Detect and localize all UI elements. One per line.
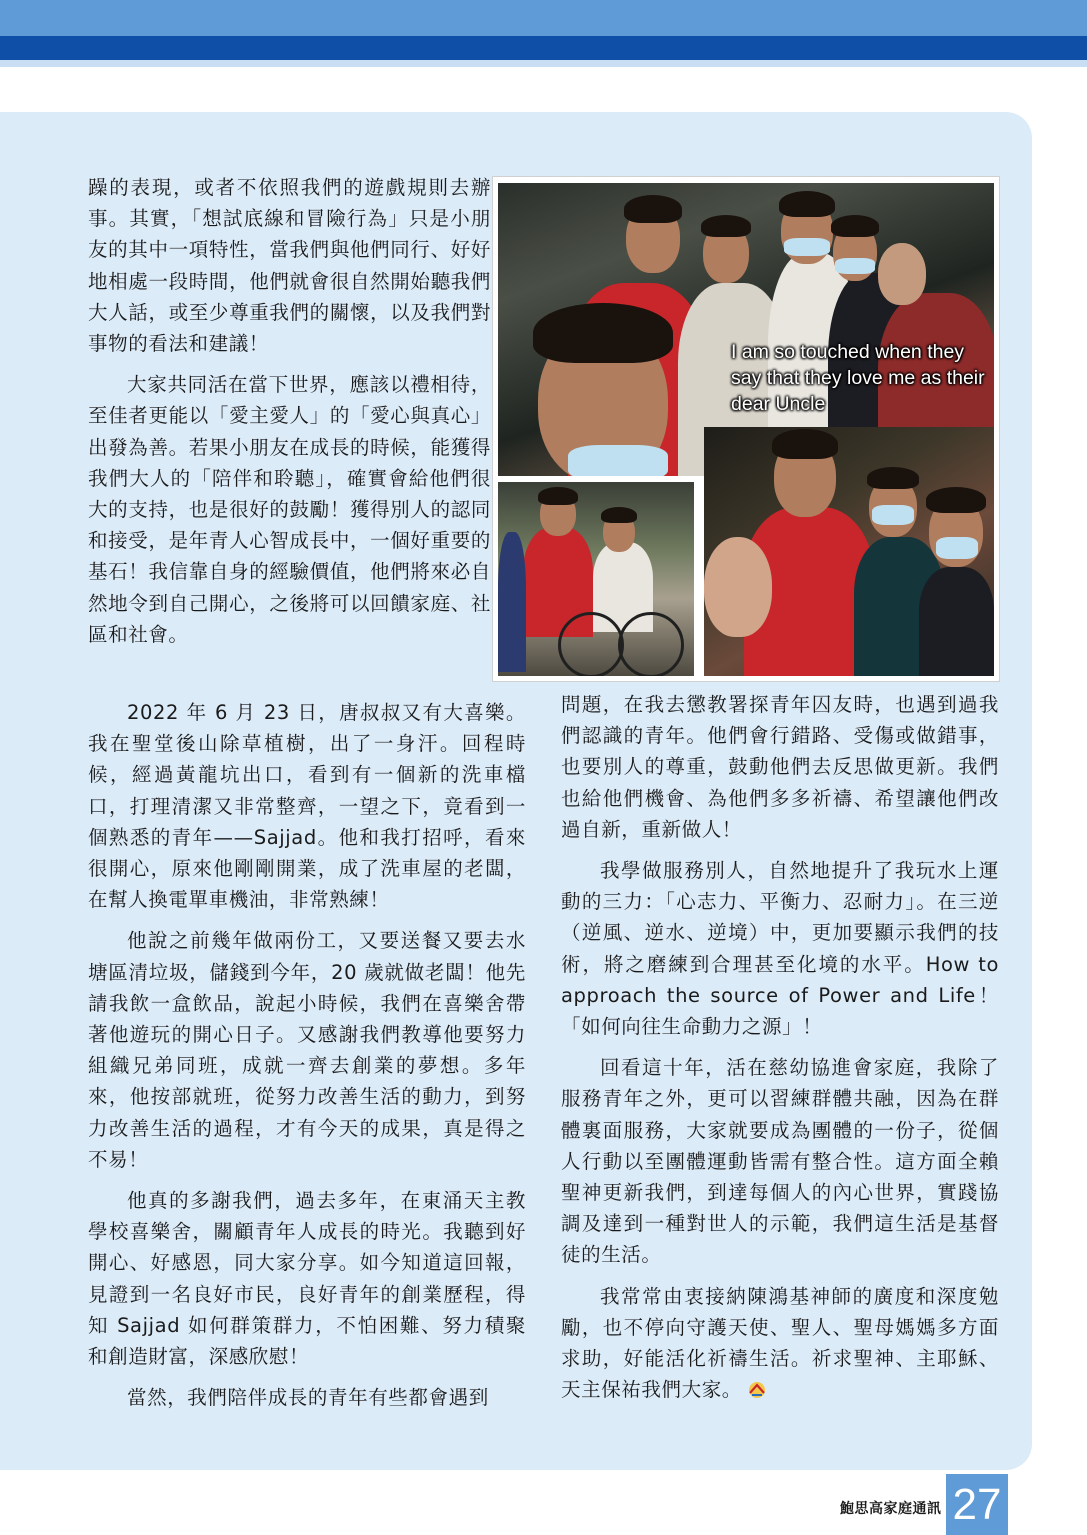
paragraph xyxy=(561,1281,999,1406)
photo-caption: I am so touched when they say that they love me as their dear Uncle xyxy=(731,341,985,415)
paragraph-text: 我常常由衷接納陳鴻基神師的廣度和深度勉勵，也不停向守護天使、聖人、聖母媽媽多方面求助，好能活化祈禱生活。祈求聖神、主耶穌、天主保祐我們大家。 xyxy=(561,1284,999,1402)
paragraph: 我學做服務別人，自然地提升了我玩水上運動的三力：「心志力、平衡力、忍耐力」。在三逆（逆風、逆水、逆境）中，更加要顯示我們的技術，將之磨練到合理甚至化境的水平。How to approach the source of Power and Life！「如何向往生命動力之源」！ xyxy=(561,859,999,1039)
paragraph: 2022 年 6 月 23 日，唐叔叔又有大喜樂。我在聖堂後山除草植樹，出了一身汗。回程時候，經過黃龍坑出口，看到有一個新的洗車檔口，打理清潔又非常整齊，一望之下，竟看到一個熟悉的青年——Sajjad。他和我打招呼，看來很開心，原來他剛剛開業，成了洗車屋的老闆，在幫人換電單車機油，非常熟練！ xyxy=(88,701,526,912)
paragraph: 回看這十年，活在慈幼協進會家庭，我除了服務青年之外，更可以習練群體共融，因為在群體裏面服務，大家就要成為團體的一份子，從個人行動以至團體運動皆需有整合性。這方面全賴聖神更新我們，到達每個人的內心世界，實踐協調及達到一種對世人的示範，我們這生活是基督徒的生活。 xyxy=(561,1056,999,1267)
column1-top-text xyxy=(88,172,491,660)
column2-text xyxy=(561,689,999,1415)
photo-selfie xyxy=(704,427,994,676)
paragraph: 他真的多謝我們，過去多年，在東涌天主教學校喜樂舍，關顧青年人成長的時光。我聽到好開心、好感恩，同大家分享。如今知道這回報，見證到一名良好市民，良好青年的創業歷程，得知 Sajjad 如何群策群力，不怕困難、努力積聚和創造財富，深感欣慰！ xyxy=(88,1189,526,1369)
header-band-top xyxy=(0,0,1087,36)
photo-bicycle xyxy=(498,482,694,676)
paragraph: 當然，我們陪伴成長的青年有些都會遇到 xyxy=(127,1386,489,1410)
paragraph: 他說之前幾年做兩份工，又要送餐又要去水塘區清垃圾，儲錢到今年，20 歲就做老闆！他先請我飲一盒飲品，說起小時候，我們在喜樂舍帶著他遊玩的開心日子。又感謝我們教導他要努力組織兄弟同班，成就一齊去創業的夢想。多年來，他按部就班，從努力改善生活的動力，到努力改善生活的過程，才有今天的成果，真是得之不易！ xyxy=(88,929,526,1171)
paragraph: 大家共同活在當下世界，應該以禮相待，至佳者更能以「愛主愛人」的「愛心與真心」出發為善。若果小朋友在成長的時候，能獲得我們大人的「陪伴和聆聽」，確實會給他們很大的支持，也是很好的鼓勵！獲得別人的認同和接受，是年青人心智成長中，一個好重要的基石！我信靠自身的經驗價值，他們將來必自然地令到自己開心，之後將可以回饋家庭、社區和社會。 xyxy=(88,373,491,646)
paragraph: 問題，在我去懲教署探青年囚友時，也遇到過我們認識的青年。他們會行錯路、受傷或做錯事，也要別人的尊重，鼓動他們去反思做更新。我們也給他們機會、為他們多多祈禱、希望讓他們改過自新，重新做人！ xyxy=(561,693,999,841)
photo-collage xyxy=(493,177,999,681)
column1-bottom-text xyxy=(88,697,526,1423)
page-number: 27 xyxy=(946,1474,1008,1535)
publication-title: 鮑思高家庭通訊 xyxy=(840,1501,942,1517)
header-band-dark xyxy=(0,36,1087,60)
paragraph: 躁的表現，或者不依照我們的遊戲規則去辦事。其實，「想試底線和冒險行為」只是小朋友的其中一項特性，當我們與他們同行、好好地相處一段時間，他們就會很自然開始聽我們大人話，或至少尊重我們的關懷，以及我們對事物的看法和建議！ xyxy=(88,176,491,356)
end-mark-icon xyxy=(746,1381,768,1399)
header-band-light xyxy=(0,60,1087,67)
